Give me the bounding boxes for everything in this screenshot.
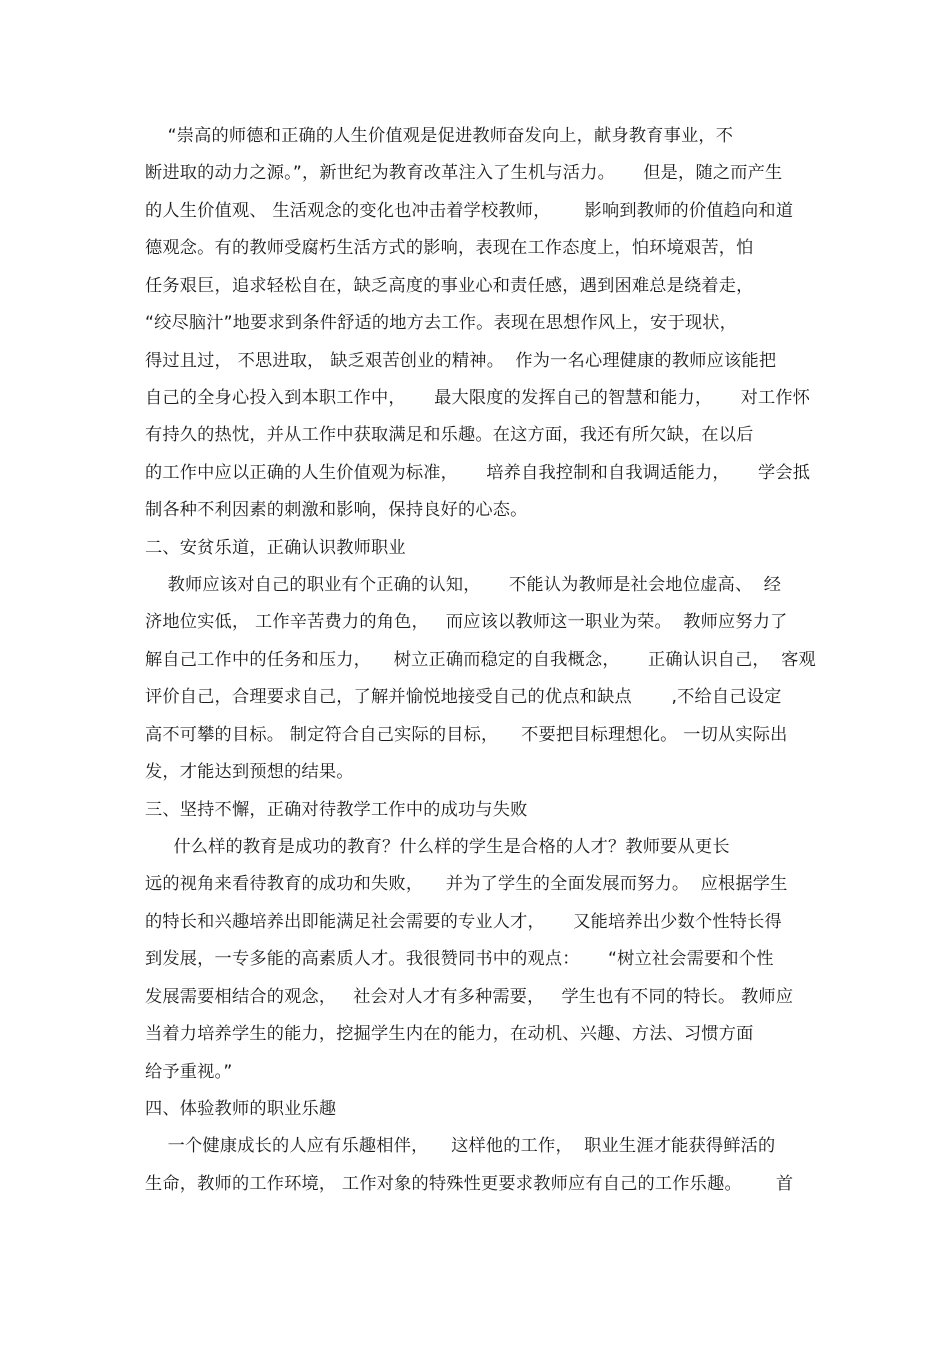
text-line: 远的视角来看待教育的成功和失败， 并为了学生的全面发展而努力。 应根据学生 (145, 874, 788, 894)
text-line: 的特长和兴趣培养出即能满足社会需要的专业人才， 又能培养出少数个性特长得 (145, 912, 782, 932)
text-line: “崇高的师德和正确的人生价值观是促进教师奋发向上，献身教育事业，不 (145, 126, 734, 146)
text-line: 断进取的动力之源。”，新世纪为教育改革注入了生机与活力。 但是，随之而产生 (145, 163, 783, 183)
text-line: 教师应该对自己的职业有个正确的认知， 不能认为教师是社会地位虚高、 经 (145, 575, 782, 595)
text-line: 评价自己，合理要求自己，了解并愉悦地接受自己的优点和缺点 ,不给自己设定 (145, 687, 782, 707)
text-line: 一个健康成长的人应有乐趣相伴， 这样他的工作， 职业生涯才能获得鲜活的 (145, 1136, 776, 1156)
section-heading: 三、坚持不懈，正确对待教学工作中的成功与失败 (145, 800, 528, 820)
text-line: 发，才能达到预想的结果。 (145, 762, 354, 782)
text-line: 当着力培养学生的能力，挖掘学生内在的能力，在动机、兴趣、方法、习惯方面 (145, 1024, 754, 1044)
text-line: “绞尽脑汁”地要求到条件舒适的地方去工作。表现在思想作风上，安于现状， (145, 313, 737, 333)
text-line: 济地位实低， 工作辛苦费力的角色， 而应该以教师这一职业为荣。 教师应努力了 (145, 612, 788, 632)
section-heading: 二、安贫乐道，正确认识教师职业 (145, 538, 406, 558)
text-line: 任务艰巨，追求轻松自在，缺乏高度的事业心和责任感，遇到困难总是绕着走， (145, 276, 754, 296)
text-line: 的人生价值观、 生活观念的变化也冲击着学校教师， 影响到教师的价值趋向和道 (145, 201, 794, 221)
text-line: 生命，教师的工作环境， 工作对象的特殊性更要求教师应有自己的工作乐趣。 首 (145, 1174, 794, 1194)
text-line: 制各种不利因素的刺激和影响，保持良好的心态。 (145, 500, 528, 520)
text-line: 给予重视。” (145, 1062, 233, 1082)
text-line: 什么样的教育是成功的教育？什么样的学生是合格的人才？教师要从更长 (145, 837, 730, 857)
text-line: 到发展，一专多能的高素质人才。我很赞同书中的观点： “树立社会需要和个性 (145, 949, 774, 969)
text-line: 发展需要相结合的观念， 社会对人才有多种需要， 学生也有不同的特长。 教师应 (145, 987, 794, 1007)
section-heading: 四、体验教师的职业乐趣 (145, 1099, 337, 1119)
text-line: 德观念。有的教师受腐朽生活方式的影响，表现在工作态度上，怕环境艰苦，怕 (145, 238, 754, 258)
text-line: 得过且过， 不思进取， 缺乏艰苦创业的精神。 作为一名心理健康的教师应该能把 (145, 351, 777, 371)
text-line: 的工作中应以正确的人生价值观为标准， 培养自我控制和自我调适能力， 学会抵 (145, 463, 811, 483)
text-line: 解自己工作中的任务和压力， 树立正确而稳定的自我概念， 正确认识自己， 客观 (145, 650, 816, 670)
text-line: 高不可攀的目标。 制定符合自己实际的目标， 不要把目标理想化。 一切从实际出 (145, 725, 788, 745)
text-line: 有持久的热忱，并从工作中获取满足和乐趣。在这方面，我还有所欠缺，在以后 (145, 425, 754, 445)
text-line: 自己的全身心投入到本职工作中， 最大限度的发挥自己的智慧和能力， 对工作怀 (145, 388, 811, 408)
